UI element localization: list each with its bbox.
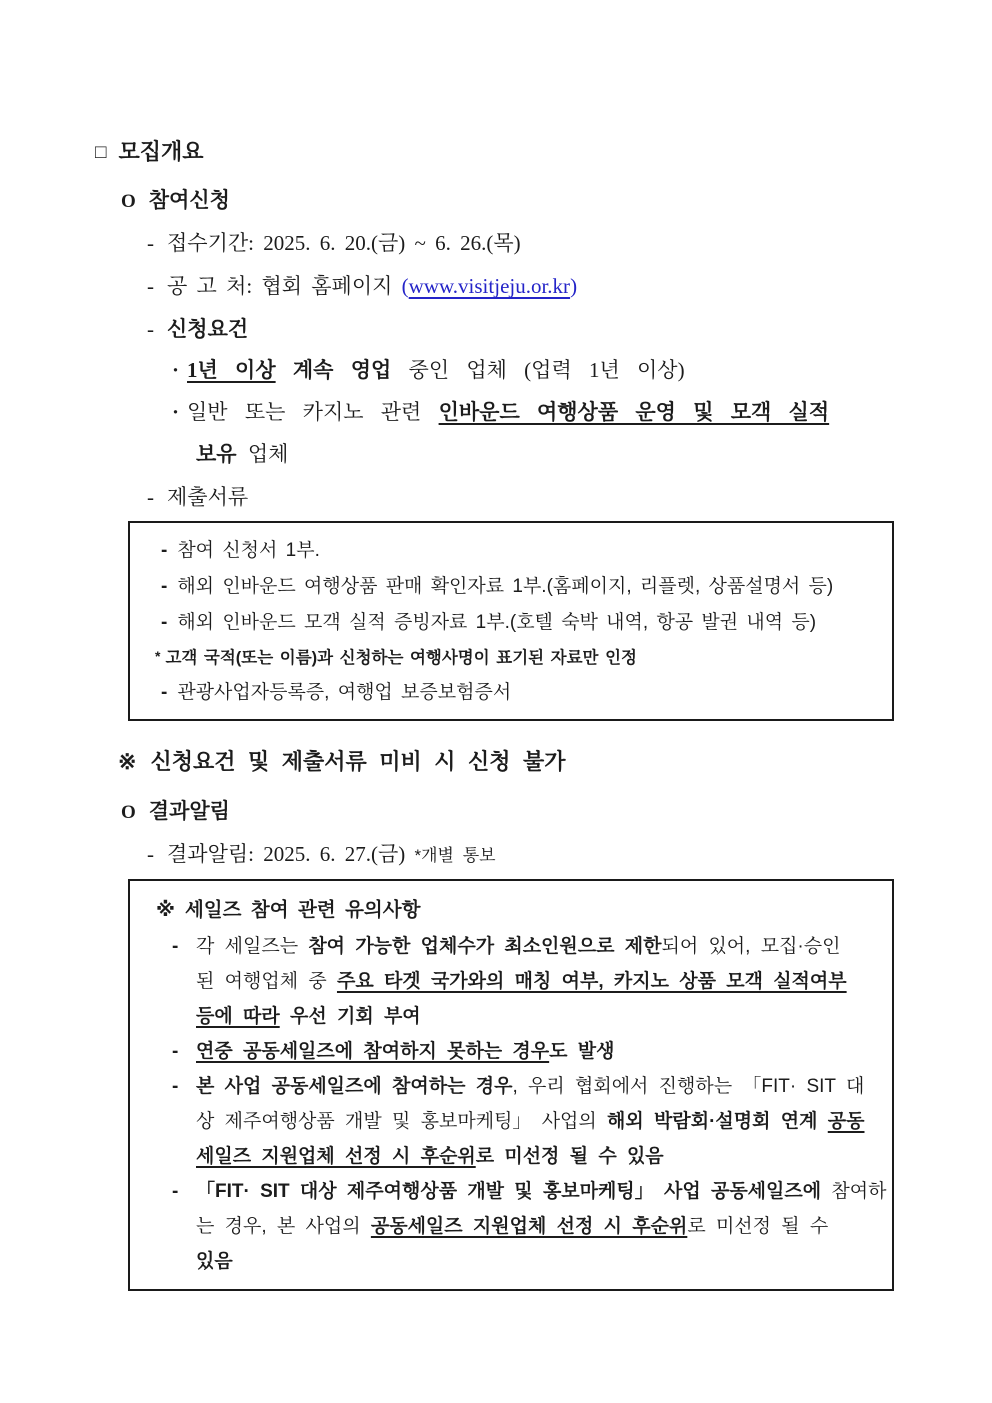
text-segment: *개별 통보: [414, 846, 496, 865]
dash-bullet-icon: -: [161, 540, 168, 561]
submission-documents-box: [128, 521, 894, 721]
text-segment: 결과알림: [148, 799, 230, 823]
item-application-period: [147, 227, 992, 259]
text-segment: 된 여행업체 중: [196, 971, 337, 992]
item-result-date: [147, 838, 992, 870]
dash-bullet-icon: -: [147, 274, 154, 298]
text-segment: , 우리 협회에서 진행하는 「FIT· SIT 대: [512, 1076, 865, 1097]
text-segment: 참여 가능한 업체수가 최소인원으로 제한: [308, 936, 662, 957]
dot-bullet-icon: ·: [172, 358, 180, 382]
text-segment: 보유: [196, 442, 237, 466]
text-segment: 세일즈 지원업체 선정 시 후순위: [196, 1146, 476, 1167]
text-segment: 일반 또는 카지노 관련: [187, 400, 439, 424]
text-segment: 모집개요: [118, 139, 204, 164]
item-announcement-place: [147, 270, 992, 302]
text-segment: 중인 업체 (업력 1년 이상): [391, 358, 685, 382]
text-segment: 도 발생: [549, 1041, 615, 1062]
sales-participation-notice-box: [128, 879, 894, 1291]
doc-line-application-form: [130, 533, 892, 569]
text-segment: 결과알림: 2025. 6. 27.(금): [167, 842, 415, 866]
text-segment: 로 미선정 될 수 있음: [475, 1146, 664, 1167]
dash-bullet-icon: -: [161, 682, 168, 703]
notice-bullet-4-line-2: [130, 1209, 892, 1244]
dash-bullet-icon: -: [147, 842, 154, 866]
heading-participation-application: [121, 184, 992, 216]
doc-line-sales-proof: [130, 569, 892, 605]
dash-bullet-icon: -: [161, 612, 168, 633]
text-segment: 해외 박람회·설명회 연계: [607, 1111, 828, 1132]
subitem-requirement-2: [172, 396, 992, 429]
text-segment: 는 경우, 본 사업의: [196, 1216, 371, 1237]
notice-bullet-3-line-3: [130, 1139, 892, 1174]
text-segment: 본 사업 공동세일즈에 참여하는 경우: [196, 1076, 513, 1097]
warning-incomplete-application: [118, 745, 992, 779]
dash-bullet-icon: -: [147, 231, 154, 255]
text-segment: 제출서류: [167, 485, 249, 509]
text-segment: 있음: [196, 1251, 233, 1272]
subitem-requirement-1: [172, 354, 992, 387]
text-segment: [276, 358, 293, 382]
text-segment: 참여하: [821, 1181, 887, 1202]
text-segment: 참여신청: [148, 188, 230, 212]
square-bullet-icon: □: [95, 142, 107, 163]
text-segment: 계속 영업: [292, 358, 392, 382]
text-segment: 고객 국적(또는 이름)과 신청하는 여행사명이 표기된 자료만 인정: [165, 649, 637, 667]
text-segment: 신청요건 및 제출서류 미비 시 신청 불가: [150, 749, 566, 774]
notice-bullet-3-line-2: [130, 1104, 892, 1139]
notice-bullet-4-line-3: [130, 1244, 892, 1279]
text-segment: ): [570, 274, 578, 298]
reference-mark-icon: ※: [156, 899, 175, 921]
notice-bullet-2: [130, 1034, 892, 1069]
text-segment: (: [401, 274, 409, 298]
subitem-requirement-2-wrap: [196, 438, 992, 470]
text-segment: 공동세일즈 지원업체 선정 시 후순위: [370, 1216, 688, 1237]
text-segment: 접수기간: 2025. 6. 20.(금) ~ 6. 26.(목): [167, 231, 521, 255]
text-segment: 관광사업자등록증, 여행업 보증보험증서: [177, 682, 512, 703]
heading-recruitment-overview: [95, 136, 992, 168]
doc-line-attraction-proof: [130, 605, 892, 641]
text-segment: 인바운드 여행상품 운영 및 모객 실적: [438, 400, 830, 424]
item-submission-documents: [147, 481, 992, 513]
text-segment: 상 제주여행상품 개발 및 홍보마케팅」 사업의: [196, 1111, 608, 1132]
dot-bullet-icon: ·: [172, 400, 180, 424]
asterisk-mark-icon: *: [155, 648, 161, 664]
notice-bullet-1-line-2: [130, 964, 892, 999]
text-segment: 1년 이상: [187, 358, 276, 382]
text-segment: 연중 공동세일즈에 참여하지 못하는 경우: [196, 1041, 550, 1062]
dash-bullet-icon: -: [147, 485, 154, 509]
text-segment: 공동: [827, 1111, 865, 1132]
heading-result-notification: [121, 795, 992, 827]
dash-bullet-icon: -: [161, 576, 168, 597]
notice-bullet-4-line-1: [130, 1174, 892, 1209]
text-segment: 세일즈 참여 관련 유의사항: [184, 899, 421, 921]
text-segment: 각 세일즈는: [196, 936, 309, 957]
notice-bullet-1-line-1: [130, 929, 892, 964]
notice-bullet-1-line-3: [130, 999, 892, 1034]
text-segment: 로 미선정 될 수: [687, 1216, 829, 1237]
notice-bullet-3-line-1: [130, 1069, 892, 1104]
dash-bullet-icon: -: [172, 1181, 179, 1202]
circle-bullet-icon: O: [121, 802, 136, 823]
text-segment: 업체: [236, 442, 289, 466]
notice-heading: [130, 891, 892, 929]
dash-bullet-icon: -: [147, 317, 154, 341]
text-segment: 해외 인바운드 여행상품 판매 확인자료 1부.(홈페이지, 리플렛, 상품설명서 등): [177, 576, 834, 597]
text-segment: 「FIT· SIT 대상 제주여행상품 개발 및 홍보마케팅」 사업 공동세일즈에: [196, 1181, 822, 1202]
dash-bullet-icon: -: [172, 1041, 179, 1062]
website-link[interactable]: www.visitjeju.or.kr: [408, 274, 571, 298]
text-segment: 우선 기회 부여: [279, 1006, 421, 1027]
doc-line-licenses: [130, 675, 892, 711]
dash-bullet-icon: -: [172, 1076, 179, 1097]
text-segment: 주요 타겟 국가와의 매칭 여부, 카지노 상품 모객 실적여부: [336, 971, 847, 992]
item-application-requirements: [147, 313, 992, 345]
dash-bullet-icon: -: [172, 936, 179, 957]
text-segment: 되어 있어, 모집·승인: [661, 936, 841, 957]
doc-line-proof-condition: [130, 641, 892, 675]
text-segment: 신청요건: [167, 317, 249, 341]
text-segment: 해외 인바운드 모객 실적 증빙자료 1부.(호텔 숙박 내역, 항공 발권 내역 등): [177, 612, 817, 633]
reference-mark-icon: ※: [118, 749, 137, 774]
circle-bullet-icon: O: [121, 191, 136, 212]
text-segment: 등에 따라: [196, 1006, 280, 1027]
text-segment: 참여 신청서 1부.: [177, 540, 320, 561]
text-segment: 공 고 처: 협회 홈페이지: [167, 274, 402, 298]
